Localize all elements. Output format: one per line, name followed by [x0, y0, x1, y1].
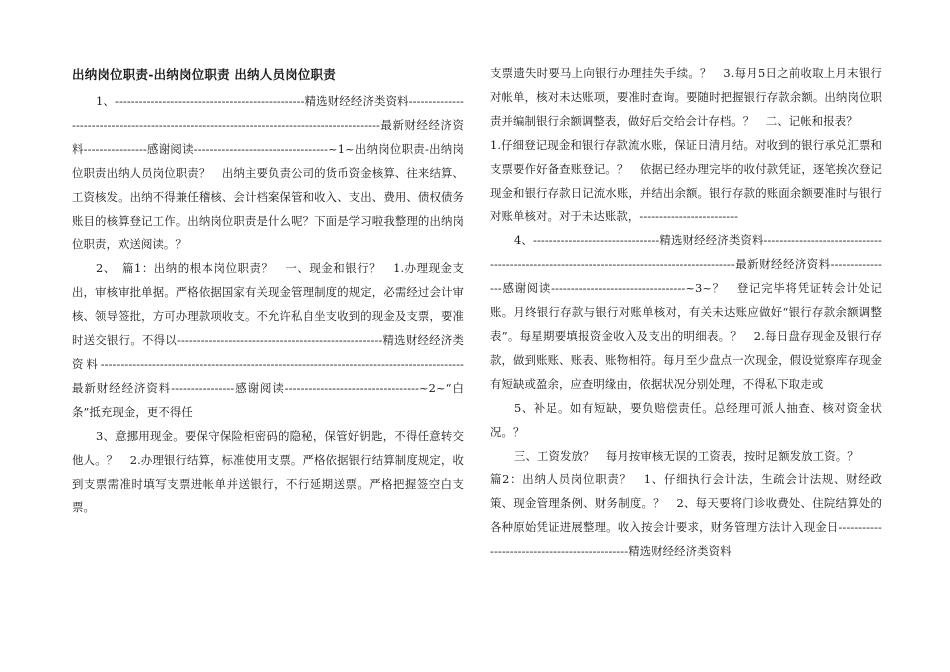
paragraph-records: 1.仔细登记现金和银行存款流水账，保证日清月结。对收到的银行承兑汇票和支票要作好备查账登记。？ 依据已经办理完毕的收付款凭证，逐笔挨次登记现金和银行存款日记流水账，并结出余额。银行存款的账面余额要准时与银行对账单核对。对于未达账款，-------------------------	[490, 137, 882, 224]
paragraph-1: 1、------------------------------------------------精选财经经济类资料--------------------------------------------------------------------------------------------最新财经经济资料----------------感谢阅读----------------------------------~1~出纳岗位职责-出纳岗位职责出纳人员岗位职责？ 出纳主要负责公司的货币资金核算、往来结算、工资核发。出纳不得兼任稽核、会计档案保管和收入、支出、费用、债权债务账目的核算登记工作。出纳岗位职责是什么呢？下面是学习啦我整理的出纳岗位职责，欢送阅读。？	[72, 94, 464, 252]
paragraph-salary: 三、工资发放？ 每月按审核无误的工资表，按时足额发放工资。？	[514, 448, 859, 463]
right-column	[490, 62, 882, 564]
paragraph-5: 5、补足。如有短缺，要负赔偿责任。总经理可派人抽查、核对资金状况。？	[490, 400, 882, 439]
document-title: 出纳岗位职责-出纳岗位职责 出纳人员岗位职责	[72, 67, 336, 82]
paragraph-4: 4、--------------------------------精选财经经济类资料--------------------------------------------------------------------------------------------最新财经经济资料----------------感谢阅读----------------------------------~3~？ 登记完毕将凭证转会计处记账。月终银行存款与银行对账单核对，有关未达账应做好“银行存款余额调整表”。每星期要填报资金收入及支出的明细表。？ 2.每日盘存现金及银行存款，做到账账、账表、账物相符。每月至少盘点一次现金，假设觉察库存现金有短缺或盈余，应查明缘由，依据状况分别处理，不得私下取走或	[490, 233, 882, 391]
paragraph-part2: 篇2：出纳人员岗位职责？ 1、仔细执行会计法，生疏会计法规、财经政策、现金管理条例、财务制度。？ 2、每天要将门诊收费处、住院结算处的各种原始凭证进展整理。收入按会计要求，财务管理方法计入现金日----------------------------------------------精选财经经济类资料	[490, 472, 882, 559]
paragraph-2: 2、 篇1：出纳的根本岗位职责？ 一、现金和银行？ 1.办理现金支出，审核审批单据。严格依据国家有关现金管理制度的规定，必需经过会计审核、领导签批，方可办理款项收支。不允许私自坐支收到的现金及支票，要准时送交银行。不得以----------------------------------------------------精选财经经济类资料--------------------------------------------------------------------------------------------最新财经经济资料----------------感谢阅读----------------------------------~2~“白条”抵充现金，更不得任	[72, 261, 464, 419]
paragraph-3-continued: 支票遗失时要马上向银行办理挂失手续。？ 3.每月5日之前收取上月末银行对帐单，核对未达账项，要准时查询。要随时把握银行存款余额。出纳岗位职责并编制银行余额调整表，做好后交给会计存档。？ 二、记帐和报表？	[490, 66, 882, 128]
left-column	[72, 62, 464, 520]
paragraph-3: 3、意挪用现金。要保守保险柜密码的隐秘，保管好钥匙，不得任意转交他人。？ 2.办理银行结算，标准使用支票。严格依据银行结算制度规定，收到支票需准时填写支票进帐单并送银行，不行延期送票。严格把握签空白支票。	[72, 428, 464, 515]
